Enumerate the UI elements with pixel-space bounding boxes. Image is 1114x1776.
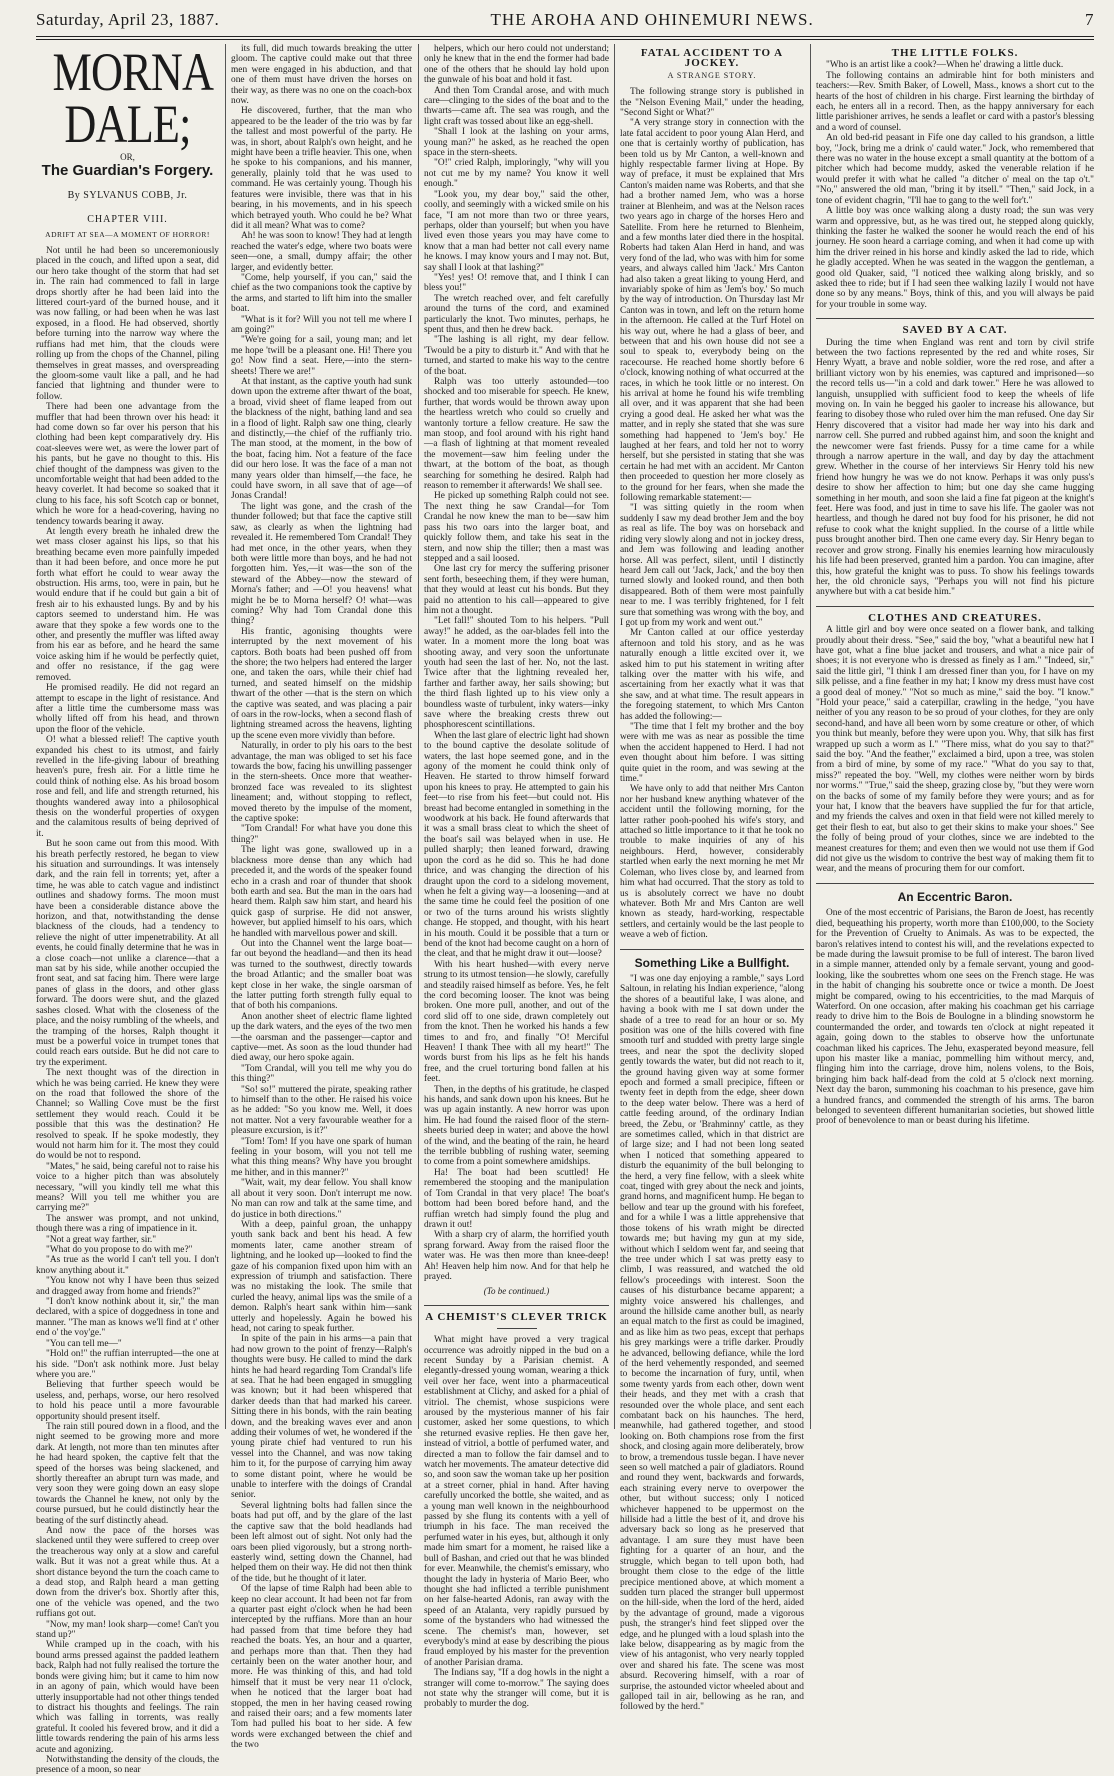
- masthead-rule-2: [36, 39, 1094, 40]
- issue-date: Saturday, April 23, 1887.: [36, 10, 220, 29]
- paragraph: "Now, my man! look sharp—come! Can't you stand up?": [36, 1619, 219, 1641]
- paragraph: "What is it for? Will you not tell me where I am going?": [231, 314, 412, 335]
- paragraph: We have only to add that neither Mrs Canton nor her husband knew anything whatever of the accident until the following morning, for the latter rather pooh-poohed his wife's story, and attached so little importance to it that he took no trouble to make inquiries of any of his neighbours. Herd, however, considerably startled when early the next morning he met Mr Coleman, who lives close by, and learned from him what had occurred. That the story as told to us is absolutely correct we have no doubt whatever. Both Mr and Mrs Canton are well known as steady, hard-working, respectable settlers, and certainly would be the last people to weave a web of fiction.: [620, 784, 804, 941]
- paragraph: With a deep, painful groan, the unhappy youth sank back and bent his head. A few moments later, came another stream of lightning, and he looked up—looked to find the gaze of his companion fixed upon him with an expression of triumph and satisfaction. There was no mistaking the look. The smile that curled the heavy, animal lips was the smile of a demon. Ralph's heart sank within him—sank utterly and hopelessly. Again he bowed his head, not caring to speak further.: [231, 1219, 412, 1334]
- paragraph: Naturally, in order to ply his oars to the best advantage, the man was obliged to set his face towards the bow, facing his unwilling passenger in the stern-sheets. Once more that weather-bronzed face was revealed to its slightest lineament; and, without stopping to reflect, moved thereto by the impulse of the moment, the captive spoke:: [231, 741, 412, 825]
- paragraph: Several lightning bolts had fallen since the boats had put off, and by the glare of the last the captive saw that the bold headlands had been left almost out of sight. Not only had the oars been plied vigorously, but a strong north-easterly wind, setting down the Channel, had helped them on their way. He did not then think of the tide, but he thought of it later.: [231, 1500, 412, 1584]
- column-1: [36, 42, 220, 1776]
- story-title-or: OR,: [120, 152, 135, 162]
- baron-headline: An Eccentric Baron.: [897, 889, 1013, 904]
- paragraph: The next thought was of the direction in which he was being carried. He knew they were on the road that followed the shore of the Channel; so Walling Cove must be the first settlement they would reach. Could it be possible that this was the destination? He resolved to speak. If he spoke modestly, they would not harm him for it. The most they could do would be not to respond.: [36, 1068, 219, 1162]
- paragraph: In spite of the pain in his arms—a pain that had now grown to the point of frenzy—Ralph's thoughts were busy. He called to mind the dark hints he had heard regarding Tom Crandal's life at sea. That he had been engaged in smuggling was known; but it had been whispered that darker deeds than that had marked his career. Sitting there in his bonds, with the rain beating down, and the breaking waves ever and anon adding their volumes of wet, he wondered if the young pirate chief had ventured to run his vessel into the Channel, and was now taking him to it, for the purpose of carrying him away to some distant point, where he would be unable to interfere with the doings of Crandal senior.: [231, 1334, 412, 1501]
- column-rule: [418, 44, 419, 1429]
- paragraph: O! what a blessed relief! The captive youth expanded his chest to its utmost, and fairly revelled in the life-giving labour of breathing heaven's pure, fresh air. For a little time he could think of nothing else. As his broad bosom rose and fell, and life and strength returned, his thoughts wandered away into a philosophical thesis on the wonderful properties of oxygen and the calamitous results of being deprived of it.: [36, 735, 219, 839]
- story-body-end: [424, 44, 609, 1282]
- paragraph: He picked up something Ralph could not see. The next thing he saw Crandal—for Tom Crandal he now knew the man to be—saw him pass his two oars into the larger boat, and quickly follow them, and take his seat in the stern, and now ship the tiller; then a mast was stepped and a sail loosed.: [424, 491, 609, 564]
- paragraph: "You know not why I have been thus seized and dragged away from home and friends?": [36, 1276, 219, 1297]
- paragraph: And now the pace of the horses was slackened until they were suffered to creep over the treacherous way only at a slow and careful walk. But it was not a great while thus. At a short distance beyond the turn the coach came to a dead stop, and Ralph heard a man getting down from the driver's box. Shortly after this, one of the vehicle was opened, and the two ruffians got out.: [36, 1526, 219, 1620]
- paragraph: Anon another sheet of electric flame lighted up the dark waters, and the eyes of the two men—the oarsman and the passenger—captor and captive—met. As soon as the loud thunder had died away, our hero spoke again.: [231, 1011, 412, 1064]
- byline: By SYLVANUS COBB, Jr.: [67, 189, 188, 201]
- paragraph: "Look you, my dear boy," said the other, coolly, and seemingly with a wicked smile on his face, "I am not more than two or three years, perhaps, older than yourself; but when you have lived even those years you may have come to know that a man had better not call every name he knows. I may know yours and I may not. But, say shall I look at that lashing?": [424, 189, 609, 273]
- paragraph: Believing that further speech would be useless, and, perhaps, worse, our hero resolved to hold his peace until a more favourable opportunity should present itself.: [36, 1380, 219, 1422]
- paragraph: "Mates," he said, being careful not to raise his voice to a higher pitch than was absolutely necessary, "will you kindly tell me what this means? Will you tell me whither you are carrying me?": [36, 1161, 219, 1214]
- section-rule: [620, 949, 804, 950]
- saved-by-cat-headline: SAVED BY A CAT.: [902, 324, 1008, 337]
- paragraph: The wretch reached over, and felt carefully around the turns of the cord, and examined particularly the knot. Two minutes, perhaps, he spent thus, and then he drew back.: [424, 293, 609, 335]
- paragraph: "We're going for a sail, young man; and let me hope 'twill be a pleasant one. Hi! There you go! Now find a seat. Here,—into the stern-sheets! There we are!": [231, 335, 412, 377]
- baron-article: [816, 908, 1094, 1127]
- column-rule: [225, 44, 226, 1429]
- paragraph: Of the lapse of time Ralph had been able to keep no clear account. It had been not far from a quarter past eight o'clock when he had been intercepted by the ruffians. More than an hour had passed from that time before they had reached the boats. Yes, an hour and a quarter, and perhaps more than that. Then they had certainly been on the water another hour, and more. He was thinking of this, and had told himself that it must be very near 11 o'clock, when he noticed that the larger boat had stopped, the men in her having ceased rowing and raised their oars; and a few moments later Tom had pulled his boat to her side. A few words were exchanged between the chief and the two: [231, 1584, 412, 1751]
- section-rule: [424, 1305, 609, 1306]
- paragraph: "Hold on!" the ruffian interrupted—the one at his side. "Don't ask nothink more. Just belay where you are.": [36, 1349, 219, 1380]
- clothes-article: [816, 625, 1094, 875]
- paragraph: A little boy was once walking along a dusty road; the sun was very warm and oppressive, but, as he was tired out, he stepped along quickly, thinking the faster he walked the sooner he would reach the end of his journey. He soon heard a carriage coming, and when it had come up with him the driver reined in his horse and kindly asked the lad to ride, which he gladly accepted. When he was seated in the waggon the gentleman, a good old Quaker, said, "I noticed thee walking along briskly, and so asked thee to ride; but if I had seen thee walking lazily I would not have done so by any means." Boys, think of this, and you will always be paid for your trouble in some way.: [816, 206, 1094, 310]
- paragraph: His frantic, agonising thoughts were interrupted by the next movement of his captors. Both boats had been pushed off from the shore; the two helpers had entered the larger one, and taken the oars, while their chief had turned, and seated himself on the midship thwart of the other —that is the stern on which the captive was seated, and was placing a pair of oars in the row-locks, when a second flash of lightning streamed across the heavens, lighting up the scene even more vividly than before.: [231, 626, 412, 741]
- little-folks-headline: THE LITTLE FOLKS.: [891, 47, 1019, 59]
- paragraph: "I don't know nothink about it, sir," the man declared, with a spice of doggedness in tone and manner. "The man as knows we'll find at t' other end o' the voy'ge.": [36, 1297, 219, 1339]
- paragraph: "Shall I look at the lashing on your arms, young man?" he asked, as he reached the open space in the stern-sheets.: [424, 127, 609, 159]
- to-be-continued: (To be continued.): [483, 1286, 550, 1297]
- paragraph: While cramped up in the coach, with his bound arms pressed against the padded leathern back, Ralph had not fully realised the torture the bonds were giving him; but it came to him now in an agony of pain, which would have been utterly insupportable had not other things tended to distract his thoughts and feelings. The rain which was falling in torrents, was really grateful. It cooled his fevered brow, and it did a little towards rendering the pain of his arms less acute and agonizing.: [36, 1640, 219, 1755]
- paragraph: With a sharp cry of alarm, the horrified youth sprang forward. Away from the raised floor the water was. He was then more than knee-deep! Ah! Heaven help him now. And for that help he prayed.: [424, 1230, 609, 1282]
- fatal-accident-subhead: A STRANGE STORY.: [667, 70, 757, 80]
- paragraph: helpers, which our hero could not understand; only he knew that in the end the former had bade one of the others that he should lay hold upon the gunwale of his boat and hold it fast.: [424, 44, 609, 86]
- headline-rule: [497, 1328, 537, 1329]
- fatal-accident-article: [620, 87, 804, 940]
- chemist-headline: A CHEMIST'S CLEVER TRICK: [425, 1310, 608, 1323]
- paragraph: During the time when England was rent and torn by civil strife between the two factions represented by the red and white roses, Sir Henry Wyatt, a brave and noble soldier, wore the red rose, and after a brilliant victory won by his enemies, was captured and imprisoned—so the record tells us—"in a cold and dark tower." Here he was allowed to languish, unsupplied with sufficient food to keep the wheels of life moving on. In vain he begged his gaoler to increase his allowance, but fearing to disobey those who ruled over him the man refused. One day Sir Henry discovered that a visitor had made her way into his dark and narrow cell. She purred and rubbed against him, and soon the knight and the newcomer were fast friends. Pussy for a time came for a while through a narrow aperture in the wall, and day by day the attachment grew. Whether in the course of her interviews Sir Henry told his new friend how hungry he was we do not know. Perhaps it was only puss's desire to show her affection to him; but one day she came hugging something in her mouth, and soon she laid a fine fat pigeon at the knight's feet. Here was food, and just in time to save his life. The gaoler was not heartless, and though he dared not buy food for his prisoner, he did not refuse to cook what the knight supplied. In the course of a little while puss brought another bird. Then one came every day. Sir Henry began to recover and grow strong. Finally his enemies learning how miraculously his life had been preserved, granted him a pardon. You can imagine, after this, how grateful the knight was to puss. To show his feelings towards her, the old chronicle says, "Perhaps you will not find his picture anywhere but with a cat beside him.": [816, 337, 1094, 598]
- little-folks-article: [816, 60, 1094, 310]
- paragraph: An old bed-rid peasant in Fife one day called to his grandson, a little boy, "Jock, bring me a drink o' cauld water." Jock, who remembered that there was no water in the house except a small quantity at the bottom of a pitcher which had become muddy, asked the venerable relation if he would prefer it with what he called "a ditcher o' meal on the tap o't." "No," answered the old man, "bring it by itsell." "Then," said Jock, in a tone of evident chagrin, "I'll hae to gang to the well for't.": [816, 133, 1094, 206]
- paragraph: "Who is an artist like a cook?—When he' drawing a little duck.: [826, 60, 1064, 71]
- paragraph: Then, in the depths of his gratitude, he clasped his hands, and sank down upon his knees. But he was up again instantly. A new horror was upon him. He had found the raised floor of the stern-sheets buried deep in water; and above the howl of the wind, and the beating of the rain, he heard the terrible bubbling of rushing water, seeming to come from a point somewhere amidships.: [424, 1084, 609, 1168]
- paragraph: its full, did much towards breaking the utter gloom. The captive could make out that three men were engaged in his abduction, and that one of them must have driven the horses on their way, as there was no one on the coach-box now.: [231, 44, 412, 107]
- paragraph: There had been one advantage from the muffler that had been thrown over his head: it had come down so far over his person that his clothing had been kept comparatively dry. His coat-sleeves were wet, as were the lower part of his pants, but he gave no thought to this. His chief thought of the dampness was given to the uncomfortable weight that had been added to the heavy coverlet. It had become so soaked that it clung to his face, his soft Scotch cap or bonnet, which he wore for a head-covering, having no tendency towards bearing it away.: [36, 402, 220, 527]
- paragraph: "What do you propose to do with me?": [46, 1245, 193, 1256]
- column-rule: [614, 44, 615, 1429]
- paragraph: What might have proved a very tragical occurrence was adroitly nipped in the bud on a recent Sunday by a Parisian chemist. A elegantly-dressed young woman, wearing a thick veil over her face, went into a pharmaceutical establishment at Clichy, and asked for a phial of vitriol. The chemist, whose suspicions were aroused by the mysterious manner of his fair customer, asked her some questions, to which she returned evasive replies. He then gave her, instead of vitriol, a bottle of perfumed water, and directed a man to follow the fair damsel and to watch her movements. The amateur detective did so, and soon saw the woman take up her position at a street corner, phial in hand. After having carefully uncorked the bottle, she waited, and as a young man well known in the neighbourhood passed by she flung its contents with a yell of triumph in his face. The man received the perfumed water in his eyes, but, although it only made him smart for a moment, he raised like a bull of Bashan, and cried out that he was blinded for ever. Meanwhile, the chemist's emissary, who thought the lady in hysteria of Mario Beer, who thought she had inflicted a terrible punishment on her false-hearted Adonis, ran away with the speed of an Atalanta, very rapidly pursued by some of the bystanders who had witnessed the scene. The chemist's man, however, set everybody's mind at ease by describing the pious fraud employed by his master for the prevention of another Parisian drama.: [424, 1335, 609, 1668]
- masthead-rule: [36, 36, 1094, 37]
- paragraph: With his heart hushed—with every nerve strung to its utmost tension—he slowly, carefully and steadily raised himself as before. Yes, he felt the cord becoming looser. The knot was being broken. One more pull, another, and out of the cord slid off to one side, drawn completely out from the knot. Then he worked his hands a few times to and fro, and finally "O! Merciful Heaven! I thank Thee with all my heart!" The words burst from his lips as he felt his hands free, and the cruel torturing bond fallen at his feet.: [424, 959, 609, 1085]
- paragraph: The following strange story is published in the "Nelson Evening Mail," under the heading, "Second Sight or What?": [620, 87, 804, 119]
- paragraph: Notwithstanding the density of the clouds, the presence of a moon, so near: [36, 1754, 219, 1776]
- paragraph: Ah! he was soon to know! They had at length reached the water's edge, where two boats were seen—one, a small, dumpy affair; the other larger, and evidently better.: [231, 231, 412, 273]
- chapter-heading: CHAPTER VIII.: [87, 214, 168, 226]
- paragraph: Ha! The boat had been scuttled! He remembered the stooping and the manipulation of Tom Crandal in that very place! The boat's bottom had been bored before hand, and the ruffian wretch had simply found the plug and drawn it out!: [424, 1167, 609, 1230]
- paragraph: The light was gone, and the crash of the thunder followed; but that face the captive still saw, as clearly as when the lightning had revealed it. He remembered Tom Crandal! They had met once, in the other years, when they both were little more than boys, and he had not forgotten him. Yes,—it was—the son of the steward of the Abbey—now the steward of Morna's father; and —O! you heavens! what might he be to Morna herself? O! what—was coming? Why had Tom Crandal done this thing?: [231, 501, 412, 627]
- paragraph: Ralph was too utterly astounded—too shocked and too miserable for speech. He knew, further, that words would be thrown away upon the heartless wretch who could so cruelly and wantonly torture a fellow creature. He saw the man stoop, and fool around with his right hand—a flash of lightning at that moment revealed the movement—saw him feeling under the thwart, at the bottom of the boat, as though searching for something he desired. Ralph had reason to remember it afterwards! We shall see.: [424, 377, 609, 492]
- paragraph: "O!" cried Ralph, imploringly, "why will you not cut me by my name? You know it well enough.": [424, 158, 609, 190]
- paragraph: At length every breath he inhaled drew the wet mass closer against his lips, so that his breathing became even more painfully impeded than it had been before, and once more he put forth what effort he could to wear away the obstruction. His arms, too, were in pain, but he would endure that if he could but gain a bit of fresh air to his exhausted lungs. By and by his captors seemed to understand him. He was aware that they spoke a few words one to the other, and presently the muffler was lifted away from his ear as before, and he heard the same voice asking him if he would be perfectly quiet, and offer no resistance, if the gag were removed.: [36, 527, 219, 683]
- paragraph: "Yes! yes! O! remove that, and I think I can bless you!": [424, 272, 609, 294]
- fatal-accident-headline: FATAL ACCIDENT TO A JOCKEY.: [640, 47, 784, 70]
- paragraph: Not until he had been so unceremoniously placed in the couch, and lifted upon a seat, did our hero take thought of the storm that had set in. The rain had commenced to fall in large drops shortly after he had been laid into the littered court-yard of the burned house, and it was now falling, or had been when he was last exposed, in a flood. He had observed, shortly before turning into the narrow way where the ruffians had met him, that the clouds were rolling up from the chops of the Channel, piling themselves in great masses, and overspreading the gloom-some vault like a pall, and he had fancied that lightning and thunder were to follow.: [36, 246, 219, 402]
- paragraph: "Wait, wait, my dear fellow. You shall know all about it very soon. Don't interrupt me now. No man can row and talk at the same time, and do justice in both directions.": [231, 1178, 412, 1220]
- story-body-continued: [231, 44, 412, 1751]
- paper-name: THE AROHA AND OHINEMURI NEWS.: [490, 10, 814, 29]
- paragraph: One of the most eccentric of Parisians, the Baron de Joest, has recently died, bequeathing his property, worth more than £100,000, to the Society for the Prevention of Cruelty to Animals. As was to be expected, the baron's relatives intend to contest his will, and the revelations expected to be made during the lawsuit promise to be full of interest. The baron lived in a simple manner, attended only by a female servant, young and good-looking, like the soubrettes whom one sees on the French stage. He was in the habit of changing his soubrette once or twice a month. De Joest might be compared, owing to his eccentricities, to the mad Marquis of Waterford. On one occasion, after making his coachman get his carriage ready to drive him to the Bois de Boulogne in a blinding snowstorm he countermanded the order, and towards ten o'clock at night repeated it again, going down to the stables to observe how the unfortunate coachman liked his caprices. The Jehu, exasperated beyond measure, fell upon his master like a maniac, pommelling him without mercy, and, flinging him into the carriage, drove him, nolens volens, to the Bois, bringing him back half-dead from the cold at 5 o'clock next morning. Next day the baron, summoning his coachman to his presence, gave him a hundred francs, and commended the strength of his arms. The baron belonged to seventeen different humanitarian societies, but showed little proof of benevolence to man or beast during his lifetime.: [816, 908, 1094, 1127]
- paragraph: Mr Canton called at our office yesterday afternoon and told his story, and as he was naturally enough a little excited over it, we asked him to put his statement in writing after talking over the matter with his wife, and ascertaining from her exactly what it was that she saw, and at what time. The result appears in the foregoing statement, to which Mrs Canton has added the following:—: [620, 628, 804, 722]
- paragraph: "Tom Crandal! For what have you done this thing?": [231, 824, 412, 845]
- paragraph: Out into the Channel went the large boat—far out beyond the headland—and then its head was turned to the southwest, directly towards the broad Atlantic; and the smaller boat was kept close in her wake, the single oarsman of the latter putting forth strength fully equal to that of both his companions.: [231, 938, 412, 1012]
- paragraph: "As true as the world I can't tell you. I don't know anything about it.": [36, 1255, 219, 1276]
- paragraph: At that instant, as the captive youth had sunk down upon the extreme after thwart of the boat, a broad, vivid sheet of flame leaped from out the blackness of the night, bathing land and sea in a flood of light. Ralph saw one thing, clearly and distinctly,—the chief of the ruffianly trio. The man stood, at the moment, in the bow of the boat, facing him. Not a feature of the face did our hero lose. It was the face of a man not many years older than himself,—the face, he could have sworn, in all save that of age—of Jonas Crandal!: [231, 377, 412, 502]
- paragraph: "Come, help yourself, if you can," said the chief as the two companions took the captive by the arms, and started to lift him into the smaller boat.: [231, 272, 412, 315]
- clothes-headline: CLOTHES AND CREATURES.: [868, 611, 1042, 624]
- masthead: [36, 8, 1094, 32]
- paragraph: A little girl and boy were once seated on a flower bank, and talking proudly about their dress. "See," said the boy, "what a beautiful new hat I have got, what a fine blue jacket and trousers, and what a nice pair of shoes; it is not everyone who is dressed as finely as I am." "Indeed, sir," said the little girl, "I think I am dressed finer than you, for I have on my silk pelisse, and a fine feather in my hat; I know my dress must have cost a good deal of money." "Not so much as mine," said the boy. "I know." "Hold your peace," said a caterpillar, crawling in the hedge, "you have neither of you any reason to be so proud of your clothes, for they are only second-hand, and have all been worn by some creature or other, of which you think but meanly, before they were upon you. Why, that silk has first wrapped up such a worm as I." "There miss, what do you say to that?" said the boy. "And the feather," exclaimed a bird, upon a tree, was stolen from a bird of mine, by some of my race." "What do you say to that, miss?" repeated the boy. "Well, my clothes were neither worn by birds nor worms." "True," said the sheep, grazing close by, "but they were worn on the backs of some of my family before they were yours; and as for your hat, I know that the beavers have supplied the fur for that article, and my friends the calves and oxen in that field were not killed merely to get their flesh to eat, but also to get their skins to make your shoes." See the folly of being proud of your clothes, since we are indebted to the meanest creatures for them; and even then we would not use them if God did not give us the wisdom to contrive the best way of making them fit to wear, and the means of procuring them for our comfort.: [816, 625, 1094, 875]
- section-rule: [816, 318, 1094, 319]
- chemist-article: [424, 1335, 609, 1710]
- chapter-subheading: ADRIFT AT SEA—A MOMENT OF HORROR!: [45, 229, 210, 239]
- paragraph: "So! so!" muttered the pirate, speaking rather to himself than to the other. He raised his voice as he added: "So you know me. Well, it does not matter. Not a very favourable weather for a pleasure excursion, is it?": [231, 1084, 412, 1137]
- page-number: 7: [1084, 10, 1094, 29]
- column-5: [816, 44, 1094, 1429]
- paragraph: "The lashing is all right, my dear fellow. 'Twould be a pity to disturb it." And with that he turned, and started to make his way to the centre of the boat.: [424, 335, 609, 377]
- paragraph: But he soon came out from this mood. With his breath perfectly restored, he began to view his situation and surroundings. It was intensely dark, and the rain fell in torrents; yet, after a time, he was able to catch vague and indistinct outlines and shadowy forms. The moon must have been a considerable distance above the horizon, and that, notwithstanding the dense blackness of the clouds, had a tendency to relieve the night of utter impenetrability. At all events, he could finally determine that he was in a close coach—not unlike a clarence—that a man sat by his side, while another occupied the front seat, and sat facing him. There were large panes of glass in the doors, and other glass forward. The doors were shut, and the glazed sashes closed. What with the closeness of the place, and the noisy rumbling of the wheels, and the tramping of the horses, Ralph thought it must be a powerful voice in trumpet tones that could reach ears outside. But he did not care to try the experiment.: [36, 839, 219, 1068]
- story-subtitle: The Guardian's Forgery.: [41, 162, 214, 180]
- paragraph: "The time that I felt my brother and the boy were with me was as near as possible the time when the accident happened to Herd. I had not even thought about him before. I was sitting quite quiet in the room, and was sewing at the time.": [620, 722, 804, 785]
- section-rule: [816, 883, 1094, 884]
- paragraph: "Tom! Tom! If you have one spark of human feeling in your bosom, will you not tell me what this thing means? Why have you brought me hither, and in this manner?": [231, 1136, 412, 1178]
- paragraph: He promised readily. He did not regard an attempt to escape in the light of resistance. And after a little time the cumbersome mass was wholly lifted off from his head, and thrown upon the floor of the vehicle.: [36, 683, 219, 735]
- column-3: [424, 44, 609, 1710]
- bullfight-article: [620, 974, 804, 1713]
- story-title: MORNA DALE;: [52, 42, 214, 154]
- column-2: [231, 44, 412, 1751]
- paragraph: "I was sitting quietly in the room when suddenly I saw my dead brother Jem and the boy as real as life. The boy was on horseback and riding very slowly along and not in jockey dress, and Jem was following and leading another horse. All was perfect, silent, until I distinctly heard Jem call out 'Jack, Jack,' and the boy then turned slowly and looked round, and then both disappeared. Both of them were most painfully near to me. I was terribly frightened, for I felt sure that something was wrong with the boy, and I got up from my work and went out.": [620, 503, 804, 628]
- paragraph: "You can tell me—": [46, 1338, 122, 1349]
- paragraph: He discovered, further, that the man who appeared to be the leader of the trio was by far the tallest and most powerful of the party. He was, in short, about Ralph's own height, and he might have been a trifle heavier. This one, when he spoke to his companions, and his manner, generally, plainly told that he was used to command. He was certainly young. Though his features were invisible, there was that in his bearing, in his movements, and in his speech which betrayed youth. Who could he be? What did it all mean? What was to come?: [231, 106, 412, 231]
- section-rule: [816, 606, 1094, 607]
- paragraph: The Indians say, "If a dog howls in the night a stranger will come to-morrow." The saying does not state why the stranger will come, but it is probably to murder the dog.: [424, 1668, 609, 1710]
- column-4: [620, 44, 804, 1713]
- paragraph: The rain still poured down in a flood, and the night seemed to be growing more and more dark. At length, not more than ten minutes after he had heard spoken, the captive felt that the speed of the horses was being slackened, and shortly thereafter an abrupt turn was made, and very soon they were going down an easy slope towards the Channel he knew, not only by the course pursued, but he could distinctly hear the beating of the surf distinctly ahead.: [36, 1421, 219, 1526]
- paragraph: The light was gone, swallowed up in a blackness more dense than any which had preceded it, and the words of the speaker found echo in a crash and roar of thunder that shook both earth and sea. But the man in the oars had heard them. Ralph saw him start, and heard his quick gasp of surprise. He did not answer, however, but applied himself to his oars, which he handled with marvellous power and skill.: [231, 845, 412, 939]
- bullfight-headline: Something Like a Bullfight.: [634, 955, 790, 970]
- paragraph: "A very strange story in connection with the late fatal accident to poor young Alan Herd, and one that is certainly worthy of publication, has been told us by Mr Canton, a well-known and highly respectable farmer living at Hope. By way of preface, it must be explained that Mrs Canton's maiden name was Roberts, and that she had a brother named Jem, who was a horse trainer at Blenheim, and was at the Nelson races two years ago in charge of the horses Hero and Satellite. From here he returned to Blenheim, and a few months later died there in the hospital. Roberts had taken Alan Herd in hand, and was very fond of the lad, who was with him for some years, and always called him 'Jack.' Mrs Canton had also taken a great liking to young Herd, and invariably spoke of him as 'Jem's boy.' So much by the way of introduction. On Thursday last Mr Canton was in town, and left on the return home in the afternoon. He called at the Turf Hotel on his way out, where he had a glass of beer, and between that and his own house did not see a soul to speak to, everybody being on the racecourse. He reached home shortly before 6 o'clock, knowing nothing of what occurred at the races, in which he took little or no interest. On his arrival at home he found his wife trembling all over, and it was apparent that she had been crying a good deal. He asked her what was the matter, and in reply she stated that she was sure something had happened to 'Jem's boy.' He laughed at her fears, and told her not to worry herself, but she persisted in stating that she was certain he had met with an accident. Mr Canton then proceeded to question her more closely as to the ground for her fears, when she made the following remarkable statement:—: [620, 118, 804, 504]
- column-rule: [810, 44, 811, 1429]
- paragraph: The following contains an admirable hint for both ministers and teachers:—Rev. Smith Baker, of Lowell, Mass., knows a short cut to the hearts of the host of children in his charge. First learning the birthday of each, he enters all in a record. Then, as the happy anniversary for each little parishioner arrives, he sends a leaflet or card with a pastor's blessing and a word of counsel.: [816, 70, 1094, 133]
- saved-by-cat-article: [816, 338, 1094, 598]
- paragraph: The answer was prompt, and not unkind, though there was a ring of impatience in it.: [36, 1213, 219, 1235]
- story-body: [36, 246, 219, 1776]
- paragraph: "Let fall!" shouted Tom to his helpers. "Pull away!" he added, as the oar-blades fell into the water. In a moment more the long boat was shooting away, and very soon the unfortunate youth had seen the last of her. No, not the last. Twice after that the lightning revealed her, farther and farther away, her sails showing; but the third flash lighted up to his view only a boundless waste of turbulent, inky waters—inky save where the breaking crests threw out phosphorescent scintillations.: [424, 616, 609, 731]
- paragraph: One last cry for mercy the suffering prisoner sent forth, beseeching them, if they were human, that they would at least cut his bonds. But they paid no attention to his call—appeared to give him not a thought.: [424, 564, 609, 616]
- paragraph: "Not a great way farther, sir.": [46, 1234, 157, 1245]
- paragraph: When the last glare of electric light had shown to the bound captive the desolate solitude of waters, the last hope seemed gone, and in the agony of the moment he could think only of Heaven. He started to throw himself forward upon his knees to pray. He attempted to gain his feet—to rise from his feet—but could not. His breast had become entangled in something in the woodwork at his back. He found afterwards that it was a small brass cleat to which the sheet of the boat's sail was belayed when in use. He pulled sharply; then leaned forward, drawing upon the cord as he did so. This he had done thrice, and was changing the direction of his draught upon the cord to a sidelong movement, when he felt a giving way—a loosening—and at the same time he could feel the position of one or two of the turns around his wrists slightly change. He stopped, and thought, with his heart in his mouth. Could it be possible that a turn or bend of the knot had become caught on a horn of the cleat, and that he might draw it out—loose?: [424, 730, 609, 960]
- paragraph: "I was one day enjoying a ramble," says Lord Saltoun, in relating his Indian experience, "along the shores of a beautiful lake, I was alone, and having a book with me I sat down under the shade of a tree to read for an hour or so. My position was one of the hills covered with fine smooth turf and studded with pretty large single trees, and near the spot the declivity sloped gently towards the water, but did not reach to it, the ground having given way at some former epoch and formed a small precipice, fifteen or twenty feet in depth from the edge, sheer down to the deep water below. There was a herd of cattle feeding around, of the ordinary Indian breed, the Zebu, or 'Brahminny' cattle, as they are sometimes called, which in that district are of large size; and I had not been long seated when I noticed that something appeared to disturb the equanimity of the bull belonging to the herd, a very fine fellow, with a sleek white coat, tinged with grey about the neck and joints, grand horns, and magnificent hump. He began to bellow and tear up the ground with his forefeet, and for a while I was a little apprehensive that those tokens of his wrath might be directed towards me; but having my gun at my side, without which I seldom went far, and seeing that the tree under which I sat was pretty easy to climb, I was reassured, and watched the old fellow's proceedings with interest. Soon the causes of his disturbance became apparent; a mighty voice answered his challenges, and around the hillside came another bull, as nearly an equal match to the first as could be imagined, and as like him as two peas, except that perhaps his grey markings were a trifle darker. Proudly he advanced, bellowing defiance, while the lord of the herd vehemently responded, and seemed to become the incarnation of fury, until, when some twenty yards from each other, down went their heads, and they met with a crash that resounded over the whole place, and sent each combatant back on his haunches. The herd, meanwhile, had gathered together, and stood looking on. Both champions rose from the first shock, and closing again more deliberately, brow to brow, a tremendous tussle began. I have never seen so well matched a pair of gladiators. Round and round they went, backwards and forwards, each straining every nerve to overpower the other, but without success; only I noticed whichever happened to be uppermost on the hillside had a little the best of it, and drove his adversary back so long as he preserved that advantage. I am sure they must have been fighting for a quarter of an hour, and the struggle, which began to tell upon both, had brought them close to the edge of the little precipice mentioned above, at which moment a sudden turn placed the stranger bull uppermost on the hill-side, when the lord of the herd, aided by the advantage of ground, made a vigorous push, the stranger's hind feet slipped over the edge, and he plunged with a loud splash into the lake below, disappearing as by magic from the view of his antagonist, who very nearly toppled over and shared his fate. The scene was most absurd. Recovering himself, with a roar of surprise, the astounded victor wheeled about and galloped tail in air, bellowing as he ran, and followed by the herd.": [620, 973, 804, 1713]
- paragraph: And then Tom Crandal arose, and with much care—clinging to the sides of the boat and to the thwarts—came aft. The sea was rough, and the light craft was tossed about like an egg-shell.: [424, 85, 609, 127]
- paragraph: "Tom Crandal, will you tell me why you do this thing?": [231, 1063, 412, 1085]
